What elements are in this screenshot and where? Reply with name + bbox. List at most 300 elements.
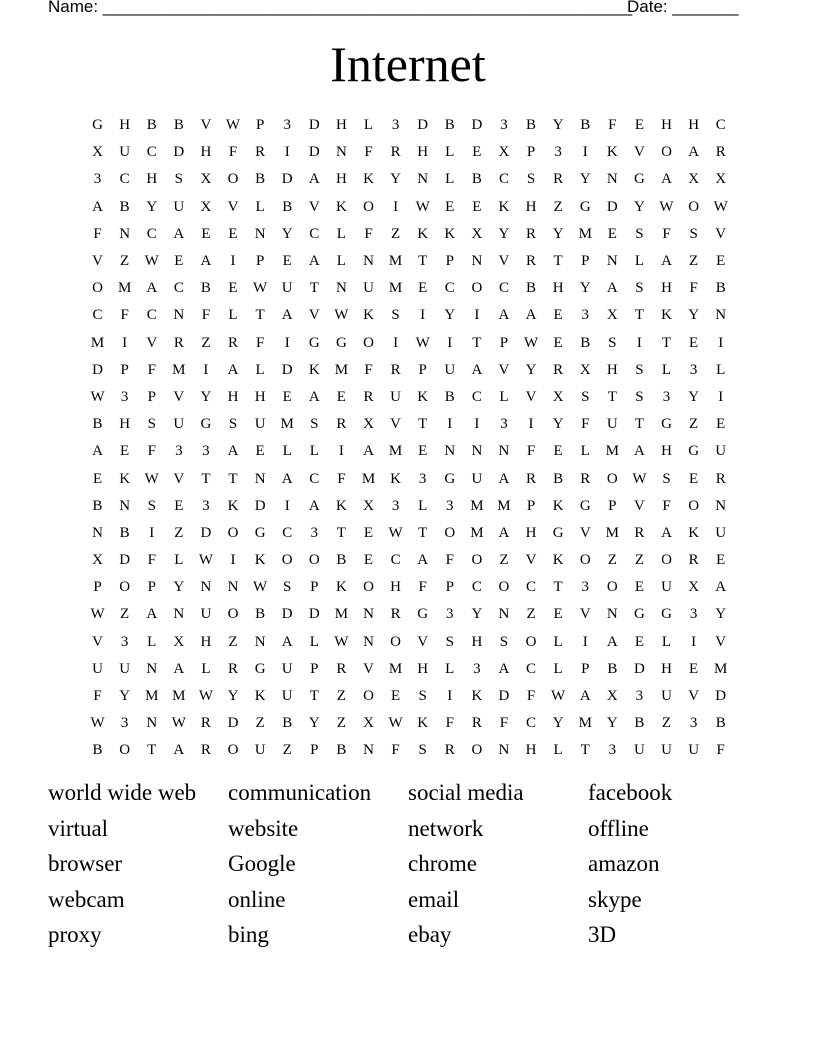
grid-letter: N (444, 443, 456, 460)
grid-letter: C (173, 280, 184, 297)
grid-letter: D (227, 715, 239, 732)
grid-letter: O (688, 497, 700, 514)
grid-letter: B (255, 606, 266, 623)
grid-letter: B (255, 171, 266, 188)
grid-letter: W (253, 579, 268, 596)
grid-letter: M (145, 688, 159, 705)
grid-letter: N (254, 225, 266, 242)
grid-letter: P (310, 579, 319, 596)
grid-letter: W (144, 470, 159, 487)
grid-letter: B (92, 742, 103, 759)
grid-letter: U (715, 524, 727, 541)
grid-letter: M (90, 334, 105, 351)
grid-letter: Y (308, 715, 320, 732)
grid-letter: B (715, 280, 726, 297)
grid-letter: R (526, 470, 537, 487)
grid-letter: N (363, 633, 374, 650)
grid-letter: H (200, 633, 212, 650)
grid-letter: T (553, 579, 563, 596)
grid-letter: N (471, 253, 483, 270)
grid-letter: C (390, 552, 401, 569)
grid-letter: Y (390, 171, 401, 188)
grid-letter: N (417, 171, 429, 188)
word-bank-item: skype (588, 886, 642, 912)
grid-letter: E (120, 443, 130, 460)
grid-letter: D (417, 117, 429, 134)
grid-letter: L (716, 361, 726, 378)
grid-letter: N (606, 171, 618, 188)
grid-letter: M (172, 688, 186, 705)
grid-letter: N (173, 307, 185, 324)
grid-letter: E (472, 198, 482, 215)
grid-letter: V (417, 633, 429, 650)
grid-letter: O (661, 552, 672, 569)
grid-letter: L (445, 144, 455, 161)
grid-letter: Y (634, 198, 645, 215)
grid-letter: X (471, 225, 483, 242)
grid-letter: K (471, 688, 483, 705)
grid-letter: N (606, 606, 618, 623)
grid-letter: C (498, 171, 509, 188)
grid-letter: B (553, 470, 564, 487)
grid-letter: X (92, 144, 103, 161)
grid-letter: A (227, 361, 239, 378)
grid-letter: T (418, 253, 428, 270)
grid-letter: E (282, 388, 292, 405)
grid-letter: V (634, 144, 645, 161)
grid-letter: N (715, 497, 727, 514)
grid-letter: H (606, 361, 618, 378)
grid-letter: N (363, 253, 374, 270)
grid-letter: P (120, 361, 129, 378)
grid-letter: G (417, 606, 429, 623)
grid-letter: A (498, 660, 510, 677)
grid-letter: E (716, 253, 726, 270)
grid-letter: I (230, 552, 236, 569)
grid-letter: D (254, 497, 266, 514)
grid-letter: O (471, 552, 483, 569)
grid-letter: 3 (418, 470, 427, 487)
grid-letter: I (420, 307, 426, 324)
grid-letter: V (92, 633, 103, 650)
grid-letter: K (254, 688, 266, 705)
grid-letter: O (92, 280, 103, 297)
grid-letter: Z (120, 606, 130, 623)
grid-letter: Y (579, 280, 591, 297)
grid-letter: F (418, 579, 427, 596)
grid-letter: F (364, 144, 373, 161)
grid-letter: E (390, 688, 401, 705)
grid-letter: L (553, 660, 563, 677)
grid-letter: O (308, 552, 320, 569)
grid-letter: G (92, 117, 103, 134)
grid-letter: R (688, 552, 699, 569)
grid-letter: T (580, 742, 590, 759)
grid-letter: H (335, 171, 347, 188)
word-bank-item: 3D (588, 922, 617, 948)
grid-letter: V (146, 334, 158, 351)
grid-letter: A (308, 171, 320, 188)
grid-letter: T (418, 416, 428, 433)
grid-letter: W (659, 198, 674, 215)
grid-letter: I (284, 144, 290, 161)
grid-letter: N (363, 606, 374, 623)
grid-letter: Y (227, 688, 239, 705)
grid-letter: A (308, 497, 320, 514)
grid-letter: T (553, 253, 563, 270)
grid-letter: W (551, 688, 566, 705)
grid-letter: U (119, 144, 131, 161)
grid-letter: 3 (608, 742, 617, 759)
grid-letter: F (581, 416, 590, 433)
grid-letter: S (662, 470, 671, 487)
word-bank (48, 780, 768, 958)
grid-letter: K (335, 198, 347, 215)
grid-letter: F (689, 280, 698, 297)
grid-letter: A (173, 660, 185, 677)
grid-letter: B (444, 117, 455, 134)
grid-letter: F (93, 225, 102, 242)
grid-letter: F (662, 225, 671, 242)
grid-letter: A (688, 144, 700, 161)
grid-letter: D (281, 171, 293, 188)
grid-letter: A (363, 443, 374, 460)
grid-letter: 3 (175, 443, 183, 460)
grid-letter: D (308, 144, 320, 161)
grid-letter: P (499, 334, 509, 351)
grid-letter: 3 (473, 660, 481, 677)
grid-letter: D (281, 361, 293, 378)
grid-letter: Y (552, 225, 564, 242)
grid-letter: N (119, 225, 131, 242)
grid-letter: G (634, 171, 645, 188)
grid-letter: M (388, 660, 403, 677)
grid-letter: K (308, 361, 320, 378)
grid-letter: Y (444, 307, 456, 324)
grid-letter: C (471, 579, 482, 596)
grid-letter: B (336, 552, 347, 569)
grid-letter: Y (688, 388, 700, 405)
grid-letter: K (417, 715, 429, 732)
grid-letter: L (282, 443, 292, 460)
grid-letter: Z (174, 524, 184, 541)
grid-letter: L (336, 225, 346, 242)
grid-letter: Y (715, 606, 727, 623)
grid-letter: S (608, 334, 617, 351)
grid-letter: T (309, 280, 319, 297)
grid-letter: H (119, 117, 131, 134)
grid-letter: D (173, 144, 185, 161)
grid-letter: M (470, 524, 484, 541)
grid-letter: Y (173, 579, 185, 596)
grid-letter: N (498, 606, 510, 623)
grid-letter: A (715, 579, 727, 596)
grid-letter: E (228, 280, 238, 297)
grid-letter: A (308, 253, 320, 270)
word-bank-item: proxy (48, 922, 102, 948)
grid-letter: O (444, 524, 456, 541)
grid-letter: F (526, 443, 536, 460)
grid-letter: X (715, 171, 727, 188)
grid-letter: K (227, 497, 239, 514)
grid-letter: F (93, 688, 102, 705)
grid-letter: X (92, 552, 103, 569)
grid-letter: Y (688, 307, 700, 324)
grid-letter: G (661, 606, 672, 623)
grid-letter: Y (281, 225, 293, 242)
grid-letter: B (526, 117, 537, 134)
grid-letter: L (309, 443, 319, 460)
grid-letter: L (499, 388, 509, 405)
grid-letter: U (688, 742, 700, 759)
grid-letter: T (147, 742, 157, 759)
grid-letter: I (691, 633, 697, 650)
grid-letter: U (606, 416, 618, 433)
grid-letter: M (470, 497, 484, 514)
grid-letter: S (635, 388, 644, 405)
grid-letter: B (282, 198, 293, 215)
grid-letter: E (634, 579, 644, 596)
grid-letter: N (200, 579, 212, 596)
grid-letter: G (254, 524, 266, 541)
grid-letter: T (472, 334, 482, 351)
grid-letter: 3 (581, 579, 589, 596)
grid-letter: A (92, 198, 103, 215)
grid-letter: W (90, 388, 105, 405)
word-bank-item: chrome (408, 851, 477, 877)
grid-letter: R (580, 470, 591, 487)
grid-letter: S (689, 225, 698, 242)
grid-letter: I (284, 497, 290, 514)
grid-letter: H (146, 171, 158, 188)
grid-letter: K (335, 579, 347, 596)
grid-letter: I (393, 334, 399, 351)
grid-letter: W (198, 688, 213, 705)
word-bank-item: online (228, 886, 286, 912)
grid-letter: O (363, 198, 374, 215)
grid-letter: S (635, 225, 644, 242)
grid-letter: W (90, 715, 105, 732)
grid-letter: I (474, 307, 480, 324)
grid-letter: M (361, 470, 376, 487)
grid-letter: N (606, 253, 618, 270)
grid-letter: V (715, 225, 727, 242)
grid-letter: E (553, 443, 563, 460)
grid-letter: 3 (689, 361, 698, 378)
grid-letter: V (579, 524, 591, 541)
grid-letter: S (526, 171, 536, 188)
grid-letter: F (445, 715, 454, 732)
grid-letter: C (146, 144, 157, 161)
grid-letter: V (200, 117, 212, 134)
grid-letter: E (553, 606, 563, 623)
grid-letter: S (445, 633, 454, 650)
grid-letter: A (281, 470, 293, 487)
grid-letter: Z (607, 552, 617, 569)
grid-letter: M (280, 416, 294, 433)
grid-letter: N (173, 606, 185, 623)
grid-letter: T (661, 334, 672, 351)
grid-letter: A (661, 253, 672, 270)
grid-letter: D (308, 606, 320, 623)
grid-letter: O (227, 171, 239, 188)
grid-letter: V (92, 253, 103, 270)
grid-letter: A (146, 280, 158, 297)
grid-letter: B (471, 171, 482, 188)
grid-letter: B (119, 524, 130, 541)
grid-letter: F (364, 361, 373, 378)
grid-letter: I (474, 416, 480, 433)
grid-letter: O (390, 633, 401, 650)
grid-letter: V (173, 470, 185, 487)
grid-letter: W (632, 470, 647, 487)
grid-letter: M (605, 524, 619, 541)
word-bank-item: facebook (588, 780, 673, 805)
grid-letter: L (147, 633, 157, 650)
grid-letter: D (281, 606, 293, 623)
grid-letter: 3 (202, 443, 210, 460)
word-bank-item: world wide web (48, 780, 197, 805)
grid-letter: I (230, 253, 236, 270)
grid-letter: O (579, 552, 591, 569)
grid-letter: C (526, 579, 537, 596)
word-bank-item: social media (408, 780, 524, 805)
grid-letter: 3 (662, 388, 671, 405)
grid-letter: M (578, 715, 592, 732)
grid-letter: C (146, 307, 157, 324)
grid-letter: T (201, 470, 211, 487)
grid-letter: U (715, 443, 727, 460)
grid-letter: B (146, 117, 157, 134)
grid-letter: C (471, 388, 482, 405)
grid-letter: I (149, 524, 155, 541)
grid-letter: A (606, 633, 618, 650)
grid-letter: S (635, 280, 644, 297)
grid-letter: E (553, 307, 563, 324)
grid-letter: T (309, 688, 319, 705)
grid-letter: E (553, 334, 563, 351)
date-field-label: Date: _______ (627, 0, 739, 16)
grid-letter: P (147, 579, 156, 596)
grid-letter: O (661, 144, 672, 161)
grid-letter: X (173, 633, 185, 650)
grid-letter: C (146, 225, 157, 242)
grid-letter: N (363, 742, 374, 759)
word-bank-item: bing (228, 922, 269, 948)
grid-letter: W (225, 117, 241, 134)
grid-letter: X (688, 579, 700, 596)
grid-letter: H (661, 660, 672, 677)
grid-letter: X (606, 688, 618, 705)
grid-letter: A (661, 171, 672, 188)
grid-letter: A (281, 633, 293, 650)
grid-letter: E (418, 443, 428, 460)
grid-letter: W (388, 524, 403, 541)
grid-letter: G (661, 416, 672, 433)
grid-letter: 3 (120, 633, 129, 650)
grid-letter: F (716, 742, 725, 759)
grid-letter: 3 (446, 497, 454, 514)
grid-letter: D (471, 117, 483, 134)
grid-letter: O (227, 524, 239, 541)
grid-letter: S (635, 361, 644, 378)
grid-letter: W (253, 280, 268, 297)
grid-letter: B (580, 334, 591, 351)
grid-letter: W (388, 715, 403, 732)
grid-letter: L (445, 660, 455, 677)
grid-letter: A (308, 388, 320, 405)
grid-letter: O (363, 579, 374, 596)
word-bank-item: amazon (588, 851, 660, 877)
grid-letter: B (92, 416, 103, 433)
grid-letter: Y (146, 198, 158, 215)
grid-letter: 3 (93, 171, 102, 188)
grid-letter: P (526, 144, 536, 161)
grid-letter: S (391, 307, 400, 324)
grid-letter: Z (390, 225, 401, 242)
grid-letter: P (255, 117, 265, 134)
grid-letter: H (525, 742, 537, 759)
grid-letter: C (309, 470, 320, 487)
grid-letter: Z (661, 715, 672, 732)
grid-letter: K (254, 552, 266, 569)
grid-letter: K (444, 225, 456, 242)
grid-letter: A (498, 470, 510, 487)
grid-letter: K (552, 552, 564, 569)
grid-letter: R (715, 144, 726, 161)
grid-letter: A (606, 280, 618, 297)
grid-letter: 3 (689, 715, 698, 732)
grid-letter: H (417, 660, 429, 677)
word-bank-item: website (228, 815, 299, 841)
grid-letter: O (471, 742, 483, 759)
grid-letter: 3 (446, 606, 454, 623)
grid-letter: 3 (283, 117, 291, 134)
grid-letter: R (471, 715, 482, 732)
grid-letter: Z (689, 253, 699, 270)
grid-letter: D (119, 552, 131, 569)
grid-letter: G (579, 497, 591, 514)
grid-letter: U (173, 198, 185, 215)
grid-letter: N (254, 470, 266, 487)
grid-letter: R (200, 715, 211, 732)
grid-letter: F (499, 715, 509, 732)
grid-letter: K (606, 144, 618, 161)
grid-letter: E (255, 443, 265, 460)
grid-letter: E (418, 280, 428, 297)
grid-letter: G (308, 334, 320, 351)
grid-letter: B (526, 280, 537, 297)
grid-letter: Z (120, 253, 130, 270)
grid-letter: F (526, 688, 536, 705)
grid-letter: T (634, 307, 644, 324)
grid-letter: S (283, 579, 292, 596)
grid-letter: L (255, 198, 265, 215)
grid-letter: O (119, 579, 131, 596)
grid-letter: X (552, 388, 564, 405)
grid-letter: C (282, 524, 293, 541)
grid-letter: L (661, 361, 672, 378)
grid-letter: X (498, 144, 510, 161)
grid-letter: F (608, 117, 617, 134)
grid-letter: Y (552, 715, 564, 732)
grid-letter: P (418, 361, 427, 378)
grid-letter: A (227, 443, 239, 460)
grid-letter: E (282, 253, 292, 270)
grid-letter: H (200, 144, 212, 161)
word-bank-item: ebay (408, 922, 452, 948)
grid-letter: A (200, 253, 212, 270)
